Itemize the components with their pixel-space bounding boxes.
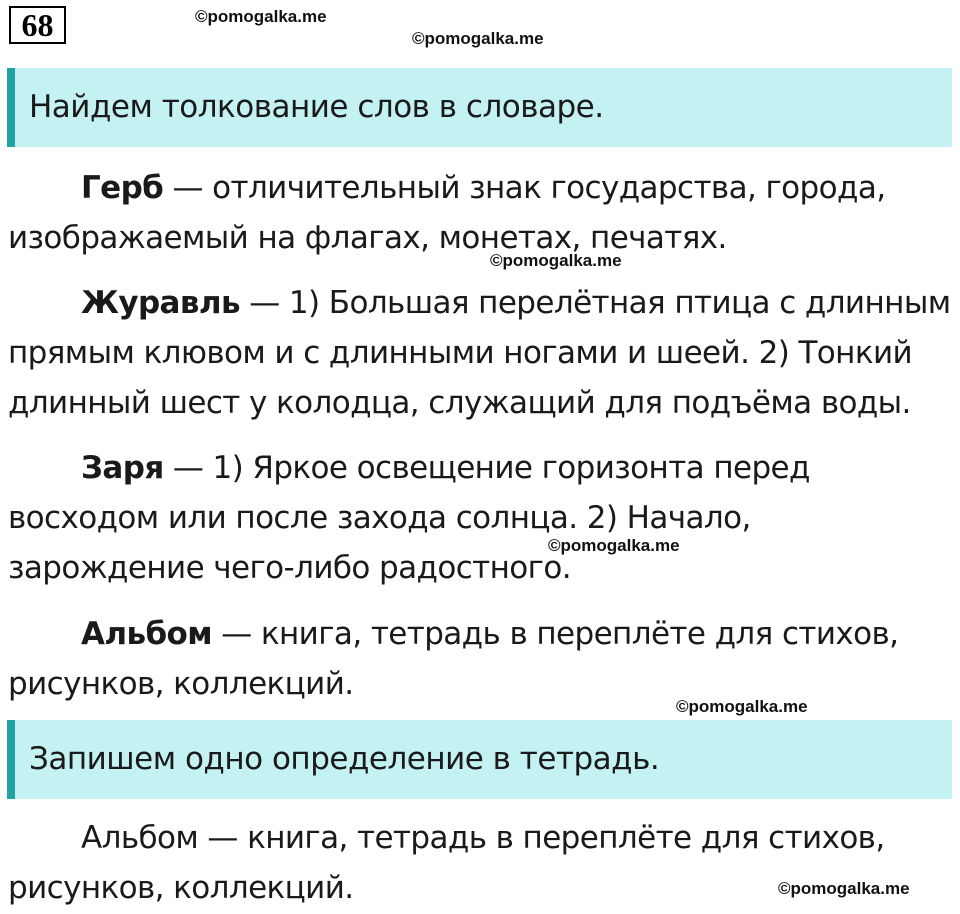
entry-term: Альбом bbox=[81, 616, 212, 652]
watermark: ©pomogalka.me bbox=[676, 697, 808, 716]
answer-text: Альбом — книга, тетрадь в переплёте для стихов, bbox=[81, 820, 885, 856]
task-number: 68 bbox=[9, 6, 66, 44]
entry-zarya bbox=[8, 443, 938, 593]
entry-zhuravl bbox=[8, 278, 951, 428]
instruction-text: Запишем одно определение в тетрадь. bbox=[29, 741, 660, 777]
watermark: ©pomogalka.me bbox=[412, 29, 544, 48]
entry-text: длинный шест у колодца, служащий для подъёма воды. bbox=[8, 385, 911, 421]
entry-text: — 1) Яркое освещение горизонта перед bbox=[163, 450, 810, 486]
entry-text: прямым клювом и с длинными ногами и шеей. 2) Тонкий bbox=[8, 335, 913, 371]
entry-text: — книга, тетрадь в переплёте для стихов, bbox=[211, 616, 899, 652]
watermark: ©pomogalka.me bbox=[490, 251, 622, 270]
entry-term: Герб bbox=[81, 170, 164, 206]
entry-term: Заря bbox=[81, 450, 164, 486]
watermark: ©pomogalka.me bbox=[548, 536, 680, 555]
entry-text: рисунков, коллекций. bbox=[8, 666, 354, 702]
entry-term: Журавль bbox=[81, 285, 240, 321]
instruction-banner bbox=[7, 720, 952, 799]
entry-albom bbox=[8, 609, 938, 709]
entry-text: изображаемый на флагах, монетах, печатях. bbox=[8, 220, 727, 256]
instruction-banner bbox=[7, 68, 952, 147]
watermark: ©pomogalka.me bbox=[778, 879, 910, 898]
entry-text: — отличительный знак государства, города, bbox=[163, 170, 886, 206]
entry-gerb bbox=[8, 163, 938, 263]
entry-text: — 1) Большая перелётная птица с длинным bbox=[240, 285, 951, 321]
entry-text: зарождение чего-либо радостного. bbox=[8, 550, 571, 586]
watermark: ©pomogalka.me bbox=[195, 7, 327, 26]
entry-text: восходом или после захода солнца. 2) Начало, bbox=[8, 500, 751, 536]
answer-text: рисунков, коллекций. bbox=[8, 870, 354, 906]
instruction-text: Найдем толкование слов в словаре. bbox=[29, 89, 604, 125]
